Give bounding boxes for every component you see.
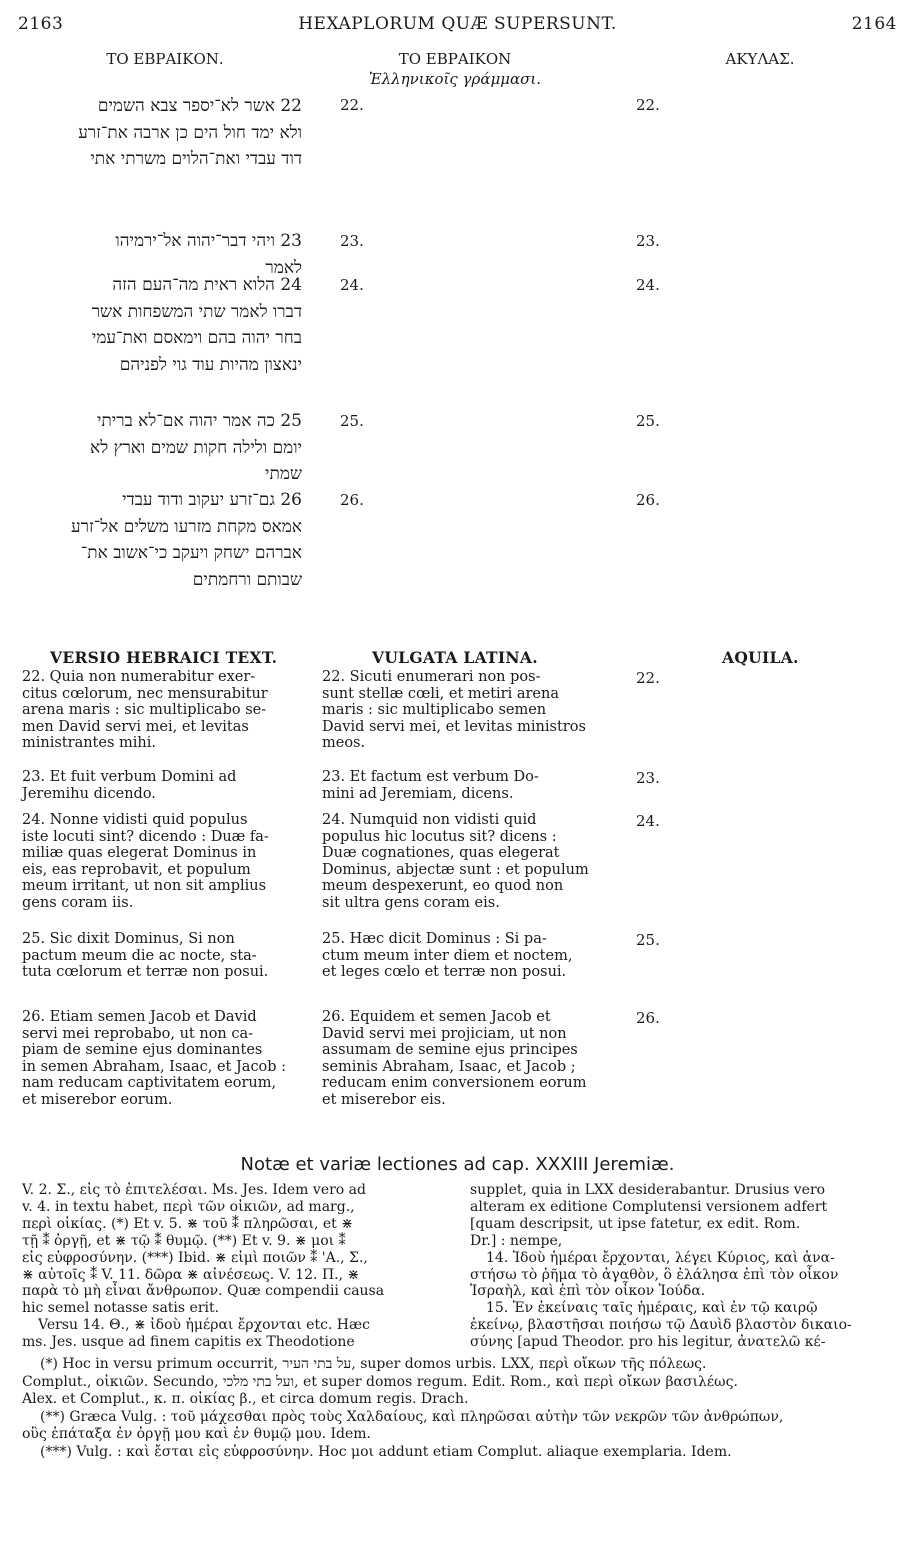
versio-verse-26: 26. Etiam semen Jacob et David servi mei reprobabo, ut non ca- piam de semine ejus dominantes in semen Abraham, Isaac, et Jacob : nam reducam captivitatem eorum, et miserebor eorum. — [22, 1009, 287, 1108]
page-number-left: 2163 — [18, 14, 64, 34]
note-line: v. 4. in textu habet, περὶ τῶν οἰκιῶν, ad marg., — [22, 1198, 355, 1215]
footnote-line: (*) Hoc in versu primum occurrit, על בתי העיר, super domos urbis. LXX, περὶ οἴκων τῆς πόλεως. — [40, 1356, 707, 1372]
note-line: στήσω τὸ ῥῆμα τὸ ἀγαθὸν, ὃ ἐλάλησα ἐπὶ τὸν οἶκον — [470, 1266, 839, 1283]
footnote-line: (***) Vulg. : καὶ ἔσται εἰς εὐφροσύνην. Hoc μοι addunt etiam Complut. aliaque exemplaria. Idem. — [40, 1443, 732, 1460]
versio-verse-23: 23. Et fuit verbum Domini ad Jeremihu dicendo. — [22, 769, 237, 802]
aquila-verse-number: 25. — [636, 412, 660, 430]
vulgata-verse-24: 24. Numquid non vidisti quid populus hic locutus sit? dicens : Duæ cognationes, quas elegerat Dominus, abjectæ sunt : et populum meum despexerunt, eo quod non sit ultra gens coram eis. — [322, 812, 589, 911]
column-head-hebrew: ΤΟ ΕΒΡΑΙΚΟΝ. — [106, 50, 224, 68]
notes-right-column — [470, 1182, 895, 1351]
note-line: τῇ ⁑ ὀργῇ, et ⋇ τῷ ⁑ θυμῷ. (**) Et v. 9. ⋇ μοι ⁑ — [22, 1232, 346, 1249]
aquila-latin-verse-number: 26. — [636, 1009, 660, 1027]
column-head-hebrew-greek-sub: Ἑλληνικοῖς γράμμασι. — [369, 70, 541, 88]
running-title: HEXAPLORUM QUÆ SUPERSUNT. — [298, 14, 617, 34]
aquila-verse-number: 23. — [636, 232, 660, 250]
footnote-line: οὓς ἐπάταξα ἐν ὀργῇ μου καὶ ἐν θυμῷ μου. Idem. — [22, 1426, 372, 1442]
vulgata-verse-23: 23. Et factum est verbum Do- mini ad Jeremiam, dicens. — [322, 769, 539, 802]
column-head-aquila: ΑΚΥΛΑΣ. — [725, 50, 795, 68]
aquila-verse-number: 22. — [636, 96, 660, 114]
greek-verse-number: 24. — [340, 276, 364, 294]
note-line: alteram ex editione Complutensi versionem adfert — [470, 1198, 828, 1215]
note-line: εἰς εὐφροσύνην. (***) Ibid. ⋇ εἰμὶ ποιῶν ⁑ 'Α., Σ., — [22, 1249, 368, 1266]
vulgata-verse-26: 26. Equidem et semen Jacob et David servi mei projiciam, ut non assumam de semine ejus principes seminis Abraham, Isaac, et Jacob ; reducam enim conversionem eorum et miserebor eis. — [322, 1009, 587, 1108]
note-line: ⋇ αὐτοῖς ⁑ V. 11. δῶρα ⋇ αἰνέσεως. V. 12. Π., ⋇ — [22, 1266, 360, 1283]
aquila-latin-verse-number: 24. — [636, 812, 660, 830]
note-line: Ἰσραὴλ, καὶ ἐπὶ τὸν οἶκον Ἰούδα. — [470, 1283, 706, 1300]
note-line: V. 2. Σ., εἰς τὸ ἐπιτελέσαι. Ms. Jes. Idem vero ad — [22, 1182, 366, 1198]
notes-title: Notæ et variæ lectiones ad cap. XXXIII Jeremiæ. — [240, 1154, 675, 1175]
hebrew-verse-25: 25 כה אמר יהוה אם־לא בריתי יומם ולילה חקות שמים וארץ לא שמתי — [90, 411, 302, 484]
footnotes — [22, 1356, 902, 1461]
aquila-latin-verse-number: 25. — [636, 931, 660, 949]
greek-verse-number: 26. — [340, 491, 364, 509]
greek-verse-number: 22. — [340, 96, 364, 114]
aquila-verse-number: 24. — [636, 276, 660, 294]
note-line: σύνης [apud Theodor. pro his legitur, ἀνατελῶ κέ- — [470, 1334, 826, 1351]
note-line: [quam descripsit, ut ipse fatetur, ex edit. Rom. — [470, 1215, 801, 1232]
vulgata-verse-22: 22. Sicuti enumerari non pos- sunt stellæ cœli, et metiri arena maris : sic multiplicabo semen David servi mei, et levitas ministros meos. — [322, 669, 586, 752]
note-line: 14. Ἰδοὺ ἡμέραι ἔρχονται, λέγει Κύριος, καὶ ἀνα- — [486, 1249, 835, 1266]
page-number-right: 2164 — [851, 14, 897, 34]
aquila-verse-number: 26. — [636, 491, 660, 509]
footnote-line: Complut., οἰκιῶν. Secundo, ועל בתי מלכי, et super domos regum. Edit. Rom., καὶ περὶ οἴκων βασιλέως. — [22, 1373, 738, 1390]
hebrew-verse-23: 23 ויהי דבר־יהוה אל־ירמיהו לאמר — [115, 231, 302, 278]
greek-verse-number: 25. — [340, 412, 364, 430]
note-line: ms. Jes. usque ad finem capitis ex Theodotione — [22, 1334, 355, 1351]
notes-left-column — [22, 1182, 454, 1351]
hebrew-verse-24: 24 הלוא ראית מה־העם הזה דברו לאמר שתי המשפחות אשר בחר יהוה בהם וימאסם ואת־עמי ינאצון מהיות עוד גוי לפניהם — [91, 275, 302, 375]
note-line: ἐκείνῳ, βλαστῆσαι ποιήσω τῷ Δαυὶδ βλαστὸν δικαιο- — [470, 1317, 852, 1334]
latin-head-aquila: AQUILA. — [722, 648, 799, 667]
footnote-line: Alex. et Complut., κ. π. οἰκίας β., et circa domum regis. Drach. — [22, 1391, 469, 1407]
versio-verse-24: 24. Nonne vidisti quid populus iste locuti sint? dicendo : Duæ fa- miliæ quas elegerat Dominus in eis, eas reprobavit, et populum meum irritant, ut non sit amplius gens coram iis. — [22, 812, 269, 911]
versio-verse-25: 25. Sic dixit Dominus, Si non pactum meum die ac nocte, sta- tuta cœlorum et terræ non posui. — [22, 931, 269, 981]
hebrew-verse-26: 26 גם־זרע יעקוב ודוד עבדי אמאס מקחת מזרעו משלים אל־זרע אברהם ישחק ויעקב כי־אשוב את־ שבותם ורחמתים — [70, 490, 302, 590]
footnote-line: (**) Græca Vulg. : τοῦ μάχεσθαι πρὸς τοὺς Χαλδαίους, καὶ πληρῶσαι αὐτὴν τῶν νεκρῶν τῶν ἀνθρώπων, — [40, 1408, 784, 1425]
note-line: περὶ οἰκίας. (*) Et v. 5. ⋇ τοῦ ⁑ πληρῶσαι, et ⋇ — [22, 1215, 353, 1232]
note-line: supplet, quia in LXX desiderabantur. Drusius vero — [470, 1182, 826, 1198]
hebrew-verse-22: 22 אשר לא־יספר צבא השמים ולא ימד חול הים כן ארבה את־זרע דוד עבדי ואת־הלוים משרתי אתי — [78, 96, 302, 169]
latin-head-vulgata: VULGATA LATINA. — [372, 648, 538, 667]
note-line: παρὰ τὸ μὴ εἶναι ἄνθρωπον. Quæ compendii causa — [22, 1283, 385, 1300]
latin-head-versio: VERSIO HEBRAICI TEXT. — [50, 648, 278, 667]
versio-verse-22: 22. Quia non numerabitur exer- citus cœlorum, nec mensurabitur arena maris : sic multiplicabo se- men David servi mei, et levitas ministrantes mihi. — [22, 669, 268, 752]
note-line: 15. Ἐν ἐκείναις ταῖς ἡμέραις, καὶ ἐν τῷ καιρῷ — [486, 1300, 818, 1317]
note-line: hic semel notasse satis erit. — [22, 1300, 220, 1317]
aquila-latin-verse-number: 22. — [636, 669, 660, 687]
greek-verse-number: 23. — [340, 232, 364, 250]
column-head-hebrew-greek: ΤΟ ΕΒΡΑΙΚΟΝ — [398, 50, 512, 68]
vulgata-verse-25: 25. Hæc dicit Dominus : Si pa- ctum meum inter diem et noctem, et leges cœlo et terræ non posui. — [322, 931, 573, 981]
aquila-latin-verse-number: 23. — [636, 769, 660, 787]
note-line: Versu 14. Θ., ⋇ ἰδοὺ ἡμέραι ἔρχονται etc. Hæc — [38, 1317, 371, 1334]
note-line: Dr.] : nempe, — [470, 1232, 563, 1249]
